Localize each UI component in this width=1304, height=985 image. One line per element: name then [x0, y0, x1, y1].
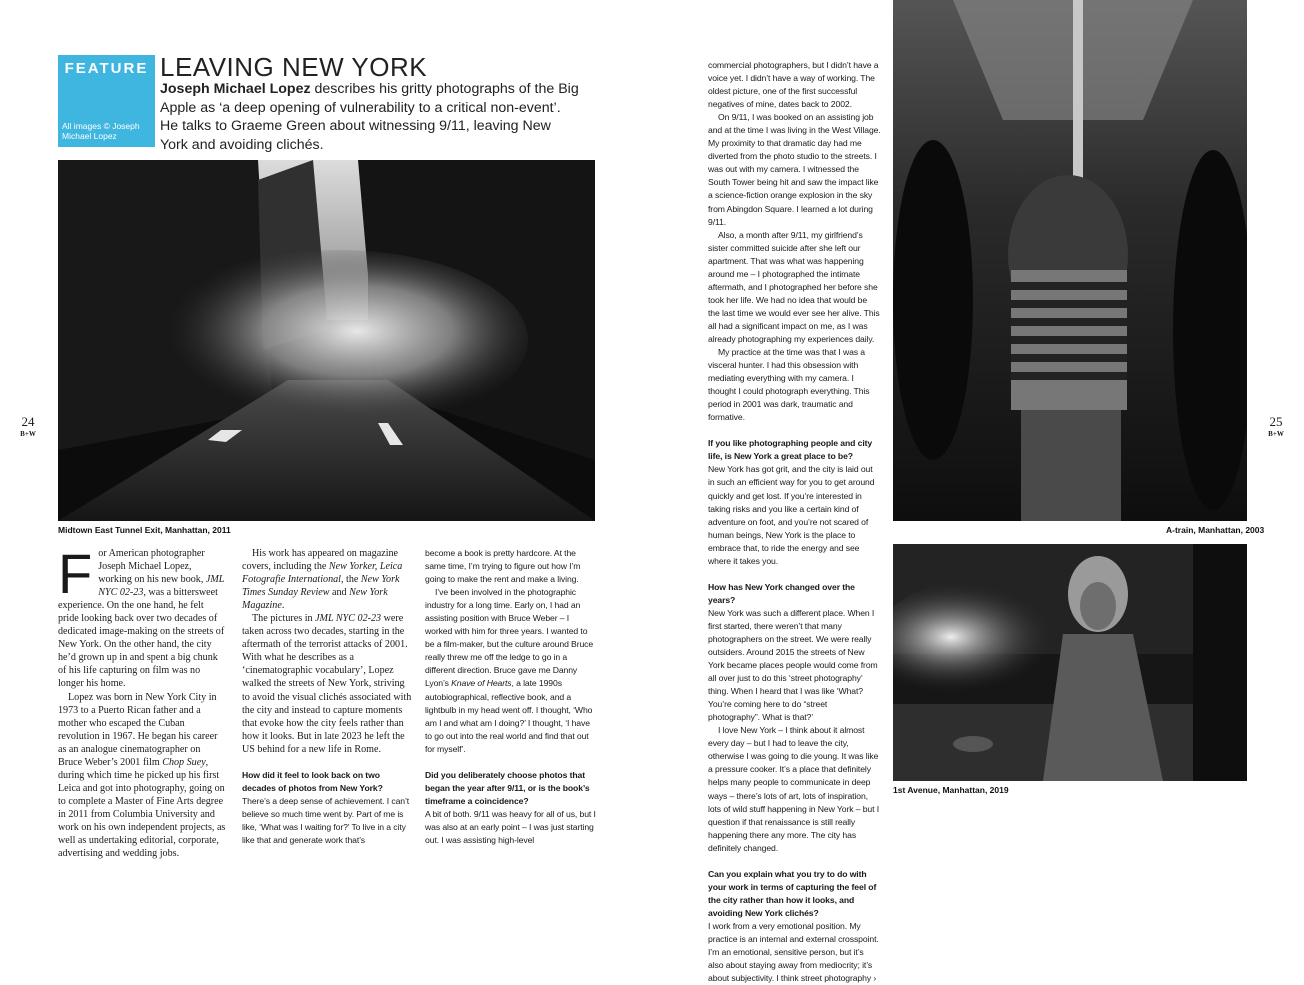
col1-book-title: JML NYC 02-23	[98, 574, 225, 599]
col4-p4: My practice at the time was that I was a visceral hunter. I had this obsession with mediating everything with my camera. I thought I could photograph everything. This period in 2001 was dark, traumatic and formative.	[708, 347, 870, 423]
col4-answer-3: I work from a very emotional position. My practice is an internal and external crosspoint. I’m an emotional, sensitive person, but it’s also about staying away from mediocrity; it’s about subjectivity. I think street photography ›	[708, 920, 879, 984]
photo-1st-avenue	[893, 544, 1247, 781]
col2-mag2: New York Times Sunday Review	[242, 574, 400, 599]
photo-midtown-tunnel	[58, 160, 595, 521]
folio-right-mark: B+W	[1268, 430, 1284, 438]
col2-mag3: New York Magazine	[242, 587, 388, 612]
col1-film-title: Chop Suey	[162, 756, 206, 768]
col2-p1-a: His work has appeared on magazine covers, including the	[242, 548, 399, 573]
col2-p2-a: The pictures in	[252, 613, 316, 625]
col2-p1-d: .	[281, 600, 285, 612]
col4-p3: Also, a month after 9/11, my girlfriend’s sister committed suicide after she left our apartment. That was what was happening around me – I photographed the intimate aftermath, and I photographed her before she took her life. We had no idea that would be the last time we would ever see her alive. This all had a significant impact on me, as I was already photographing my experiences daily.	[708, 229, 880, 344]
headline: LEAVING NEW YORK	[160, 52, 428, 82]
col4-question-2: How has New York changed over the years?	[708, 581, 855, 605]
col1-p2-b: , during which time he picked up his first Leica and got into photography, going on to complete a Master of Fine Arts degree in 2011 from Columbia University and work on his own independent projects, as well as undertaking editorial, corporate, advertising and wedding jobs.	[58, 756, 226, 860]
drop-cap: F	[58, 542, 93, 605]
feature-label: FEATURE	[64, 60, 149, 77]
col4-answer-2: New York was such a different place. When I first started, there weren’t that many photographers on the street. We were really outsiders. Around 2015 the streets of New York became places people would come from all over just to do this ‘street photography’ thing. When I heard that I was like ‘What? You’re coming here to do “street photography”. What is that?’	[708, 607, 878, 723]
col4-question-3: Can you explain what you try to do with your work in terms of capturing the feel of the city rather than how it looks, and avoiding New York clichés?	[708, 868, 877, 918]
col4-p1: commercial photographers, but I didn’t have a voice yet. I didn’t have a way of working. The oldest picture, one of the first successful negatives of mine, dates back to 2002.	[708, 60, 879, 110]
photo-a-train-image	[893, 0, 1247, 521]
caption-photo2: A-train, Manhattan, 2003	[1166, 525, 1265, 535]
photo-1st-avenue-image	[893, 544, 1247, 781]
col2-answer-1: There’s a deep sense of achievement. I can’t believe so much time went by. Part of me is like, ‘What was I waiting for?’ To live in a city like that and generate work that’s	[242, 795, 410, 845]
col4-p2: On 9/11, I was booked on an assisting job and at the time I was living in the West Village. My proximity to that dramatic day had me diverted from the photo studio to the streets. I was out with my camera. I witnessed the South Tower being hit and saw the impact like a science-fiction orange explosion in the sky from Abingdon Square. I learned a lot during 9/11.	[708, 112, 881, 227]
body-column-1	[58, 542, 226, 860]
body-column-4	[708, 59, 881, 985]
col2-mag1: New Yorker, Leica Fotografie International	[242, 561, 403, 586]
col3-book-title: Knave of Hearts	[451, 678, 512, 689]
image-credit: All images © Joseph Michael Lopez	[62, 121, 140, 141]
col3-p1: become a book is pretty hardcore. At the same time, I’m trying to figure out how I’m going to make the rent and make a living.	[425, 548, 581, 585]
col4-answer-1: New York has got grit, and the city is laid out in such an efficient way for you to get around quickly and get lost. If you’re interested in taking risks and you like a certain kind of adventure on foot, and you’re not scared of human beings, New York is the place to embrace that, to ride the energy and see where it takes you.	[708, 464, 875, 566]
col2-p1-b: , the	[340, 574, 361, 586]
col3-answer-1: A bit of both. 9/11 was heavy for all of us, but I was also at an early point – I was just starting out. I was assisting high-level	[425, 808, 596, 845]
folio-left	[18, 416, 38, 440]
col3-p2-b: , a late 1990s autobiographical, reflective book, and a lightbulb in my head went off. I thought, ‘Who am I and what am I doing?’ I thought, ‘I have to go out into the real world and find that out for myself’.	[425, 678, 593, 754]
caption-photo3: 1st Avenue, Manhattan, 2019	[893, 785, 1009, 795]
folio-left-number: 24	[21, 414, 35, 429]
caption-photo1: Midtown East Tunnel Exit, Manhattan, 2011	[58, 525, 231, 535]
standfirst-text: describes his gritty photographs of the Big Apple as ‘a deep opening of vulnerability to a critical non-event’. He talks to Graeme Green about witnessing 9/11, leaving New York and avoiding clichés.	[160, 81, 579, 153]
col1-p2-a: Lopez was born in New York City in 1973 to a Puerto Rican father and a mother who escaped the Cuban revolution in 1967. He began his career as an analogue cinematographer on Bruce Weber’s 2001 film	[58, 691, 218, 768]
folio-right	[1266, 416, 1286, 440]
standfirst-name: Joseph Michael Lopez	[160, 81, 311, 97]
folio-left-mark: B+W	[20, 430, 36, 438]
col2-question-1: How did it feel to look back on two decades of photos from New York?	[242, 769, 383, 793]
standfirst	[160, 80, 580, 154]
col1-p1-rest: , was a bittersweet experience. On the one hand, he felt pride looking back over two decades of dedicated image-making on the streets of New York. On the other hand, the city he’d grown up in and spent a big chunk of his life capturing on film was no longer his home.	[58, 587, 225, 690]
col2-p1-c: and	[329, 587, 350, 599]
col2-p2-b: were taken across two decades, starting in the aftermath of the terrorist attacks of 2001. With what he describes as a ‘cinematographic vocabulary’, Lopez walked the streets of New York, striving to avoid the visual clichés associated with the city and instead to capture moments that evoke how the city feels rather than how it looks. But in late 2023 he left the US behind for a new life in Rome.	[242, 613, 412, 755]
col2-book-title: JML NYC 02-23	[315, 613, 382, 625]
photo-midtown-tunnel-image	[58, 160, 595, 521]
col1-lead: or American photographer Joseph Michael Lopez, working on his new book,	[98, 548, 206, 586]
photo-a-train	[893, 0, 1247, 521]
col4-question-1: If you like photographing people and city life, is New York a great place to be?	[708, 438, 873, 462]
body-column-2	[242, 547, 413, 847]
col3-p2-a: I’ve been involved in the photographic industry for a long time. Early on, I had an assisting position with Bruce Weber – I worked with him for three years. I wanted to be a film-maker, but the culture around Bruce really threw me off the ledge to go in a different direction. Bruce gave me Danny Lyon’s	[425, 587, 594, 689]
feature-tag	[58, 55, 155, 147]
col3-question-1: Did you deliberately choose photos that began the year after 9/11, or is the book’s timeframe a coincidence?	[425, 769, 590, 806]
body-column-3	[425, 547, 597, 847]
col4-answer-2b: I love New York – I think about it almost every day – but I had to leave the city, otherwise I was going to die young. It was like a pressure cooker. It’s a place that definitely helps many people to communicate in deep ways – there’s lots of art, lots of inspiration, lots of wild stuff happening in New York – but I question if that renaissance is still really happening there any more. The city has definitely changed.	[708, 725, 880, 853]
folio-right-number: 25	[1269, 414, 1283, 429]
